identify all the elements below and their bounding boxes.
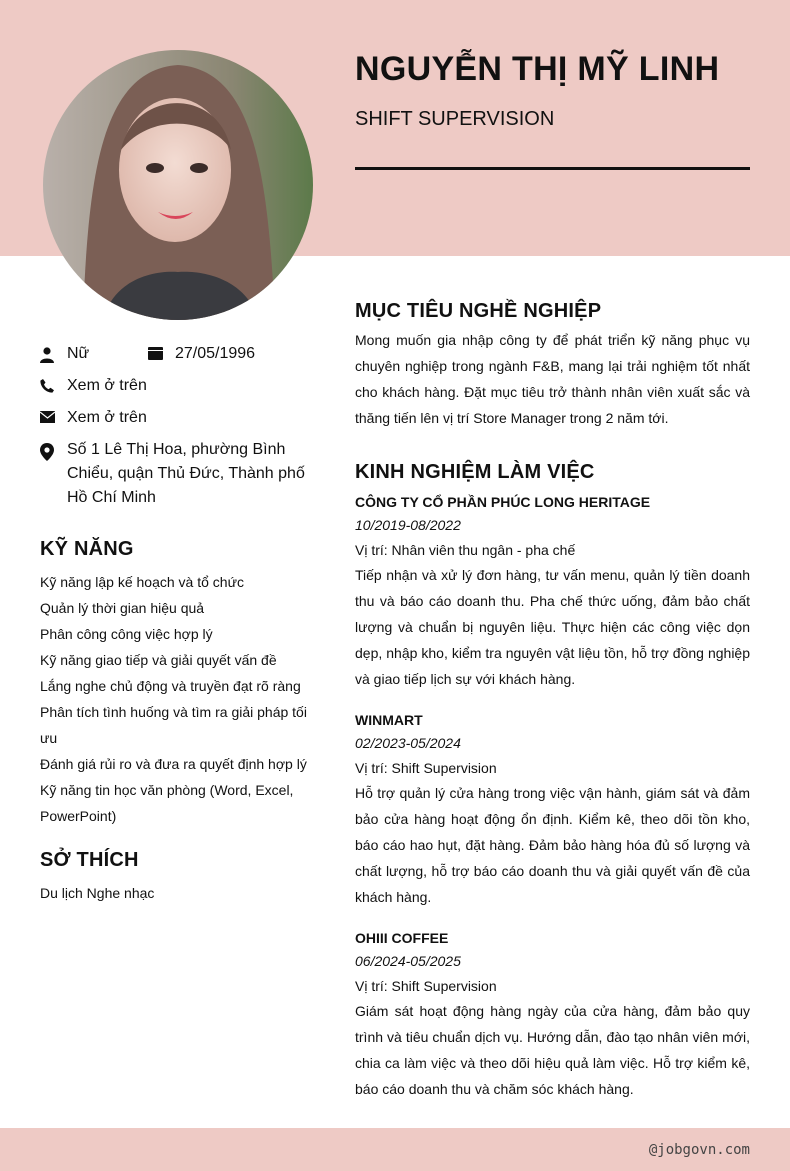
skill-item: Kỹ năng tin học văn phòng (Word, Excel, PowerPoint) [40, 782, 294, 824]
job-entry [355, 928, 750, 1102]
left-column [40, 342, 310, 906]
gender-birthday-row [40, 342, 310, 366]
hobbies-section [40, 849, 310, 906]
calendar-icon [148, 342, 175, 360]
mail-icon [40, 406, 67, 423]
header-divider [355, 167, 750, 170]
candidate-name: NGUYỄN THỊ MỸ LINH [355, 50, 720, 88]
birthday-value: 27/05/1996 [175, 345, 256, 362]
job-description: Hỗ trợ quản lý cửa hàng trong việc vận hành, giám sát và đảm bảo cửa hàng hoạt động ổn định. Kiểm kê, theo dõi tồn kho, báo cáo hao hụt, đặt hàng. Đảm bảo hàng hóa đủ số lượng và chất lượng, hỗ trợ báo cáo doanh thu và giải quyết vấn đề của khách hàng. [355, 785, 750, 905]
hobbies-text: Du lịch Nghe nhạc [40, 885, 155, 901]
gender-item [40, 342, 148, 366]
job-dates: 06/2024-05/2025 [355, 953, 461, 969]
job-role: Vị trí: Shift Supervision [355, 760, 497, 776]
job-company: CÔNG TY CỔ PHẦN PHÚC LONG HERITAGE [355, 494, 651, 510]
candidate-position: SHIFT SUPERVISION [355, 108, 555, 130]
job-description: Giám sát hoạt động hàng ngày của cửa hàng, đảm bảo quy trình và tiêu chuẩn dịch vụ. Hướng dẫn, đào tạo nhân viên mới, chia ca làm việc và theo dõi hiệu quả làm việc. Hỗ trợ kiểm kê, báo cáo doanh thu và chăm sóc khách hàng. [355, 1003, 750, 1097]
skill-item: Phân công công việc hợp lý [40, 626, 213, 642]
hobbies-title: SỞ THÍCH [40, 849, 139, 871]
address-value: Số 1 Lê Thị Hoa, phường Bình Chiểu, quận Thủ Đức, Thành phố Hồ Chí Minh [67, 441, 305, 506]
skills-section [40, 538, 310, 829]
job-company: OHIII COFFEE [355, 930, 449, 946]
address-row [40, 438, 310, 510]
email-value: Xem ở trên [67, 409, 147, 426]
skill-item: Phân tích tình huống và tìm ra giải pháp tối ưu [40, 704, 307, 746]
skill-item: Kỹ năng giao tiếp và giải quyết vấn đề [40, 652, 277, 668]
email-row [40, 406, 310, 430]
objective-text: Mong muốn gia nhập công ty để phát triển kỹ năng phục vụ chuyên nghiệp trong ngành F&B, mang lại trải nghiệm tốt nhất cho khách hàng. Đặt mục tiêu trở thành nhân viên xuất sắc và thăng tiến lên vị trí Store Manager trong 2 năm tới. [355, 332, 750, 426]
avatar [43, 50, 313, 320]
job-entry [355, 492, 750, 692]
job-description: Tiếp nhận và xử lý đơn hàng, tư vấn menu, quản lý tiền doanh thu và báo cáo doanh thu. Pha chế thức uống, đảm bảo chất lượng và chuẩn bị nguyên liệu. Thực hiện các công việc dọn dẹp, nhập kho, kiểm tra nguyên vật liệu tồn, hỗ trợ đồng nghiệp và giao tiếp lịch sự với khách hàng. [355, 567, 750, 687]
experience-title: KINH NGHIỆM LÀM VIỆC [355, 461, 595, 483]
birthday-item [148, 342, 256, 366]
footer-watermark: @jobgovn.com [648, 1142, 750, 1158]
job-entry [355, 710, 750, 910]
job-company: WINMART [355, 712, 423, 728]
gender-value: Nữ [67, 345, 90, 362]
objective-title: MỤC TIÊU NGHỀ NGHIỆP [355, 300, 602, 322]
skill-item: Kỹ năng lập kế hoạch và tổ chức [40, 574, 244, 590]
skill-item: Đánh giá rủi ro và đưa ra quyết định hợp lý [40, 756, 307, 772]
location-pin-icon [40, 438, 67, 461]
person-icon [40, 342, 67, 363]
skill-item: Lắng nghe chủ động và truyền đạt rõ ràng [40, 678, 301, 694]
job-dates: 02/2023-05/2024 [355, 735, 461, 751]
phone-value: Xem ở trên [67, 377, 147, 394]
skills-title: KỸ NĂNG [40, 538, 134, 560]
phone-icon [40, 374, 67, 393]
right-column [355, 300, 750, 1102]
skill-item: Quản lý thời gian hiệu quả [40, 600, 205, 616]
job-dates: 10/2019-08/2022 [355, 517, 461, 533]
job-role: Vị trí: Nhân viên thu ngân - pha chế [355, 542, 576, 558]
phone-row [40, 374, 310, 398]
job-role: Vị trí: Shift Supervision [355, 978, 497, 994]
